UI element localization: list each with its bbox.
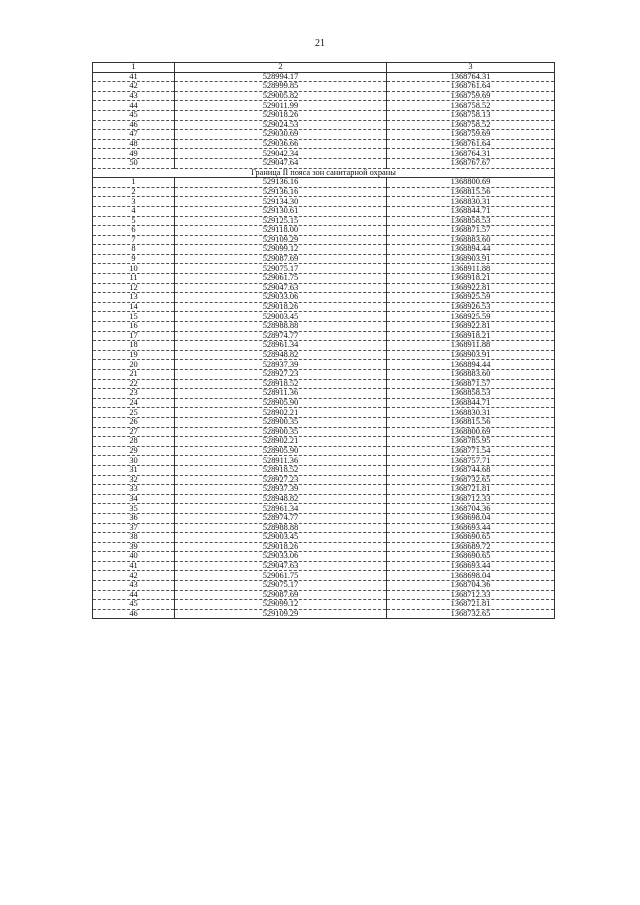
y-coordinate-cell: 1368758.13	[387, 110, 555, 120]
table-row	[93, 264, 555, 274]
x-coordinate-cell: 529003.45	[175, 533, 387, 543]
point-number-cell: 1	[93, 178, 175, 188]
table-row	[93, 475, 555, 485]
table-row	[93, 101, 555, 111]
x-coordinate-cell: 529075.17	[175, 581, 387, 591]
y-coordinate-cell: 1368830.31	[387, 197, 555, 207]
point-number-cell: 27	[93, 427, 175, 437]
x-coordinate-cell: 529011.99	[175, 101, 387, 111]
y-coordinate-cell: 1368712.33	[387, 494, 555, 504]
point-number-cell: 34	[93, 494, 175, 504]
y-coordinate-cell: 1368698.04	[387, 571, 555, 581]
table-row	[93, 139, 555, 149]
table-row	[93, 398, 555, 408]
point-number-cell: 11	[93, 274, 175, 284]
y-coordinate-cell: 1368925.59	[387, 312, 555, 322]
table-row	[93, 274, 555, 284]
x-coordinate-cell: 528961.34	[175, 504, 387, 514]
y-coordinate-cell: 1368815.56	[387, 417, 555, 427]
x-coordinate-cell: 528988.88	[175, 322, 387, 332]
point-number-cell: 14	[93, 302, 175, 312]
y-coordinate-cell: 1368830.31	[387, 408, 555, 418]
y-coordinate-cell: 1368721.81	[387, 485, 555, 495]
x-coordinate-cell: 528918.52	[175, 379, 387, 389]
point-number-cell: 44	[93, 101, 175, 111]
y-coordinate-cell: 1368757.71	[387, 456, 555, 466]
y-coordinate-cell: 1368761.64	[387, 139, 555, 149]
point-number-cell: 3	[93, 197, 175, 207]
point-number-cell: 22	[93, 379, 175, 389]
point-number-cell: 20	[93, 360, 175, 370]
y-coordinate-cell: 1368894.44	[387, 360, 555, 370]
x-coordinate-cell: 529047.63	[175, 561, 387, 571]
point-number-cell: 29	[93, 446, 175, 456]
table-row	[93, 82, 555, 92]
coordinates-table-body	[93, 63, 555, 619]
table-row	[93, 370, 555, 380]
x-coordinate-cell: 529024.53	[175, 120, 387, 130]
x-coordinate-cell: 529033.06	[175, 293, 387, 303]
x-coordinate-cell: 529075.17	[175, 264, 387, 274]
point-number-cell: 21	[93, 370, 175, 380]
x-coordinate-cell: 528905.90	[175, 398, 387, 408]
y-coordinate-cell: 1368844.71	[387, 206, 555, 216]
table-row	[93, 552, 555, 562]
table-row	[93, 245, 555, 255]
x-coordinate-cell: 529033.06	[175, 552, 387, 562]
point-number-cell: 32	[93, 475, 175, 485]
y-coordinate-cell: 1368883.60	[387, 235, 555, 245]
x-coordinate-cell: 529061.75	[175, 571, 387, 581]
section-title: Граница II пояса зон санитарной охраны	[93, 168, 555, 178]
y-coordinate-cell: 1368759.69	[387, 91, 555, 101]
y-coordinate-cell: 1368693.44	[387, 523, 555, 533]
x-coordinate-cell: 529036.66	[175, 139, 387, 149]
table-row	[93, 216, 555, 226]
y-coordinate-cell: 1368698.04	[387, 513, 555, 523]
x-coordinate-cell: 529099.12	[175, 600, 387, 610]
table-row	[93, 379, 555, 389]
point-number-cell: 2	[93, 187, 175, 197]
y-coordinate-cell: 1368758.52	[387, 120, 555, 130]
table-row	[93, 446, 555, 456]
point-number-cell: 43	[93, 91, 175, 101]
point-number-cell: 44	[93, 590, 175, 600]
point-number-cell: 10	[93, 264, 175, 274]
y-coordinate-cell: 1368689.72	[387, 542, 555, 552]
point-number-cell: 49	[93, 149, 175, 159]
x-coordinate-cell: 529003.45	[175, 312, 387, 322]
x-coordinate-cell: 529018.26	[175, 110, 387, 120]
point-number-cell: 43	[93, 581, 175, 591]
x-coordinate-cell: 528988.88	[175, 523, 387, 533]
y-coordinate-cell: 1368704.36	[387, 504, 555, 514]
table-row	[93, 235, 555, 245]
y-coordinate-cell: 1368800.69	[387, 178, 555, 188]
table-row	[93, 561, 555, 571]
y-coordinate-cell: 1368922.81	[387, 283, 555, 293]
x-coordinate-cell: 528948.82	[175, 494, 387, 504]
table-row	[93, 254, 555, 264]
point-number-cell: 42	[93, 571, 175, 581]
point-number-cell: 38	[93, 533, 175, 543]
x-coordinate-cell: 528902.21	[175, 408, 387, 418]
x-coordinate-cell: 529047.64	[175, 158, 387, 168]
y-coordinate-cell: 1368926.53	[387, 302, 555, 312]
point-number-cell: 26	[93, 417, 175, 427]
y-coordinate-cell: 1368704.36	[387, 581, 555, 591]
point-number-cell: 46	[93, 609, 175, 619]
table-row	[93, 513, 555, 523]
table-row	[93, 600, 555, 610]
table-row	[93, 609, 555, 619]
point-number-cell: 25	[93, 408, 175, 418]
table-row	[93, 437, 555, 447]
point-number-cell: 6	[93, 226, 175, 236]
x-coordinate-cell: 529136.16	[175, 187, 387, 197]
point-number-cell: 35	[93, 504, 175, 514]
x-coordinate-cell: 529005.82	[175, 91, 387, 101]
y-coordinate-cell: 1368918.21	[387, 274, 555, 284]
x-coordinate-cell: 529125.15	[175, 216, 387, 226]
point-number-cell: 13	[93, 293, 175, 303]
section-title-row	[93, 168, 555, 178]
table-row	[93, 465, 555, 475]
point-number-cell: 39	[93, 542, 175, 552]
table-row	[93, 120, 555, 130]
table-row	[93, 485, 555, 495]
point-number-cell: 8	[93, 245, 175, 255]
point-number-cell: 9	[93, 254, 175, 264]
point-number-cell: 37	[93, 523, 175, 533]
table-row	[93, 408, 555, 418]
x-coordinate-cell: 528974.77	[175, 513, 387, 523]
table-row	[93, 206, 555, 216]
y-coordinate-cell: 1368911.88	[387, 264, 555, 274]
y-coordinate-cell: 1368767.67	[387, 158, 555, 168]
table-row	[93, 302, 555, 312]
y-coordinate-cell: 1368883.60	[387, 370, 555, 380]
table-row	[93, 197, 555, 207]
point-number-cell: 28	[93, 437, 175, 447]
x-coordinate-cell: 528937.39	[175, 360, 387, 370]
y-coordinate-cell: 1368764.31	[387, 72, 555, 82]
y-coordinate-cell: 1368815.56	[387, 187, 555, 197]
point-number-cell: 16	[93, 322, 175, 332]
table-row	[93, 581, 555, 591]
y-coordinate-cell: 1368732.65	[387, 475, 555, 485]
table-row	[93, 149, 555, 159]
table-row	[93, 533, 555, 543]
y-coordinate-cell: 1368918.21	[387, 331, 555, 341]
table-row	[93, 187, 555, 197]
table-row	[93, 590, 555, 600]
x-coordinate-cell: 529018.26	[175, 542, 387, 552]
y-coordinate-cell: 1368761.64	[387, 82, 555, 92]
x-coordinate-cell: 528937.39	[175, 485, 387, 495]
table-row	[93, 494, 555, 504]
table-row	[93, 331, 555, 341]
point-number-cell: 45	[93, 600, 175, 610]
x-coordinate-cell: 529087.69	[175, 254, 387, 264]
point-number-cell: 48	[93, 139, 175, 149]
point-number-cell: 17	[93, 331, 175, 341]
y-coordinate-cell: 1368871.57	[387, 226, 555, 236]
y-coordinate-cell: 1368858.53	[387, 216, 555, 226]
y-coordinate-cell: 1368764.31	[387, 149, 555, 159]
y-coordinate-cell: 1368871.57	[387, 379, 555, 389]
y-coordinate-cell: 1368690.65	[387, 552, 555, 562]
x-coordinate-cell: 529042.34	[175, 149, 387, 159]
y-coordinate-cell: 1368758.52	[387, 101, 555, 111]
y-coordinate-cell: 1368690.65	[387, 533, 555, 543]
x-coordinate-cell: 529030.69	[175, 130, 387, 140]
point-number-cell: 24	[93, 398, 175, 408]
table-row	[93, 456, 555, 466]
x-coordinate-cell: 528905.90	[175, 446, 387, 456]
x-coordinate-cell: 529047.63	[175, 283, 387, 293]
table-row	[93, 72, 555, 82]
x-coordinate-cell: 528961.34	[175, 341, 387, 351]
point-number-cell: 33	[93, 485, 175, 495]
point-number-cell: 7	[93, 235, 175, 245]
column-header-number: 1	[93, 63, 175, 73]
y-coordinate-cell: 1368712.33	[387, 590, 555, 600]
table-row	[93, 110, 555, 120]
x-coordinate-cell: 528927.23	[175, 370, 387, 380]
y-coordinate-cell: 1368925.59	[387, 293, 555, 303]
table-header-row	[93, 63, 555, 73]
x-coordinate-cell: 528911.36	[175, 389, 387, 399]
coordinates-table	[92, 62, 555, 619]
point-number-cell: 41	[93, 72, 175, 82]
column-header-y: 3	[387, 63, 555, 73]
point-number-cell: 45	[93, 110, 175, 120]
point-number-cell: 12	[93, 283, 175, 293]
x-coordinate-cell: 529061.75	[175, 274, 387, 284]
table-row	[93, 427, 555, 437]
table-row	[93, 293, 555, 303]
x-coordinate-cell: 528927.23	[175, 475, 387, 485]
y-coordinate-cell: 1368911.88	[387, 341, 555, 351]
x-coordinate-cell: 528911.36	[175, 456, 387, 466]
point-number-cell: 5	[93, 216, 175, 226]
table-row	[93, 178, 555, 188]
x-coordinate-cell: 529118.00	[175, 226, 387, 236]
point-number-cell: 30	[93, 456, 175, 466]
table-row	[93, 504, 555, 514]
point-number-cell: 31	[93, 465, 175, 475]
y-coordinate-cell: 1368903.91	[387, 350, 555, 360]
point-number-cell: 47	[93, 130, 175, 140]
x-coordinate-cell: 529134.30	[175, 197, 387, 207]
table-row	[93, 341, 555, 351]
table-row	[93, 542, 555, 552]
x-coordinate-cell: 528900.35	[175, 417, 387, 427]
y-coordinate-cell: 1368732.65	[387, 609, 555, 619]
x-coordinate-cell: 528918.52	[175, 465, 387, 475]
table-row	[93, 571, 555, 581]
table-row	[93, 226, 555, 236]
x-coordinate-cell: 528994.17	[175, 72, 387, 82]
y-coordinate-cell: 1368744.68	[387, 465, 555, 475]
x-coordinate-cell: 529099.12	[175, 245, 387, 255]
y-coordinate-cell: 1368858.53	[387, 389, 555, 399]
table-row	[93, 130, 555, 140]
table-row	[93, 417, 555, 427]
point-number-cell: 46	[93, 120, 175, 130]
x-coordinate-cell: 528902.21	[175, 437, 387, 447]
y-coordinate-cell: 1368771.54	[387, 446, 555, 456]
y-coordinate-cell: 1368844.71	[387, 398, 555, 408]
x-coordinate-cell: 529018.26	[175, 302, 387, 312]
table-row	[93, 523, 555, 533]
x-coordinate-cell: 528948.82	[175, 350, 387, 360]
x-coordinate-cell: 529130.61	[175, 206, 387, 216]
x-coordinate-cell: 528999.85	[175, 82, 387, 92]
x-coordinate-cell: 529136.16	[175, 178, 387, 188]
y-coordinate-cell: 1368785.95	[387, 437, 555, 447]
page-number: 21	[315, 38, 325, 49]
y-coordinate-cell: 1368759.69	[387, 130, 555, 140]
y-coordinate-cell: 1368894.44	[387, 245, 555, 255]
y-coordinate-cell: 1368721.81	[387, 600, 555, 610]
table-row	[93, 360, 555, 370]
point-number-cell: 36	[93, 513, 175, 523]
table-row	[93, 158, 555, 168]
table-row	[93, 389, 555, 399]
column-header-x: 2	[175, 63, 387, 73]
table-row	[93, 350, 555, 360]
y-coordinate-cell: 1368693.44	[387, 561, 555, 571]
x-coordinate-cell: 529109.29	[175, 609, 387, 619]
x-coordinate-cell: 529109.29	[175, 235, 387, 245]
point-number-cell: 42	[93, 82, 175, 92]
x-coordinate-cell: 529087.69	[175, 590, 387, 600]
y-coordinate-cell: 1368903.91	[387, 254, 555, 264]
point-number-cell: 40	[93, 552, 175, 562]
x-coordinate-cell: 528974.77	[175, 331, 387, 341]
table-row	[93, 322, 555, 332]
point-number-cell: 41	[93, 561, 175, 571]
y-coordinate-cell: 1368922.81	[387, 322, 555, 332]
y-coordinate-cell: 1368800.69	[387, 427, 555, 437]
point-number-cell: 18	[93, 341, 175, 351]
point-number-cell: 23	[93, 389, 175, 399]
point-number-cell: 19	[93, 350, 175, 360]
table-row	[93, 312, 555, 322]
table-row	[93, 283, 555, 293]
table-row	[93, 91, 555, 101]
point-number-cell: 4	[93, 206, 175, 216]
x-coordinate-cell: 528900.35	[175, 427, 387, 437]
point-number-cell: 50	[93, 158, 175, 168]
point-number-cell: 15	[93, 312, 175, 322]
